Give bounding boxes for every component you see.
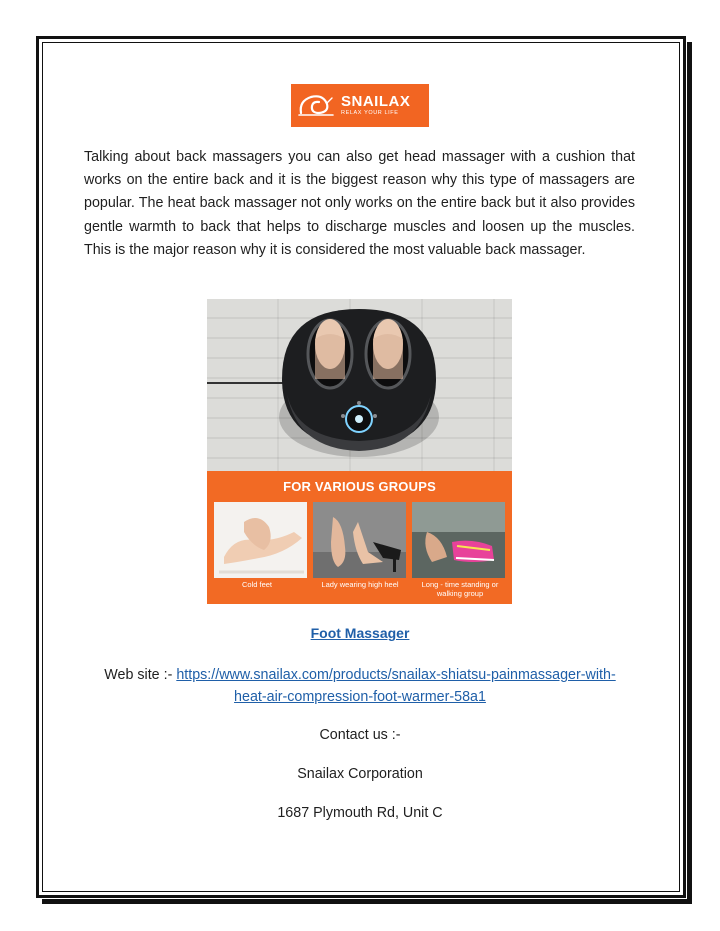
snail-logo-icon (297, 91, 337, 121)
foot-massager-product-image (207, 299, 512, 604)
banner-title: FOR VARIOUS GROUPS (283, 479, 436, 494)
logo-tagline: RELAX YOUR LIFE (341, 110, 399, 117)
company-name: Snailax Corporation (297, 766, 423, 782)
body-paragraph: Talking about back massagers you can also get head massager with a cushion that works on the entire back and it is the biggest reason why this type of massagers are popular. The heat back massager not only works on the entire back but it also provides gentle warmth to back that helps to discharge muscles and loosen up the muscles. This is the major reason why it is considered the most valuable back massager. (84, 149, 635, 258)
website-url-link[interactable]: https://www.snailax.com/products/snailax-shiatsu-painmassager-with-heat-air-compression-foot-warmer-58a1 (176, 667, 616, 705)
cold-feet-photo (214, 502, 307, 578)
group-caption-1: Cold feet (241, 580, 273, 589)
group-caption-2: Lady wearing high heel (321, 580, 399, 589)
group-caption-3: Long - time standing or walking group (421, 580, 499, 598)
standing-walking-photo (412, 502, 505, 578)
website-line (90, 664, 630, 708)
contact-heading: Contact us :- (319, 727, 401, 743)
high-heel-photo (313, 502, 406, 578)
website-label: Web site :- (104, 667, 177, 683)
snailax-logo (291, 84, 429, 127)
foot-massager-device (207, 299, 512, 471)
logo-brand-text: SNAILAX (341, 93, 411, 111)
foot-massager-link[interactable]: Foot Massager (310, 625, 410, 641)
company-address: 1687 Plymouth Rd, Unit C (277, 805, 443, 821)
